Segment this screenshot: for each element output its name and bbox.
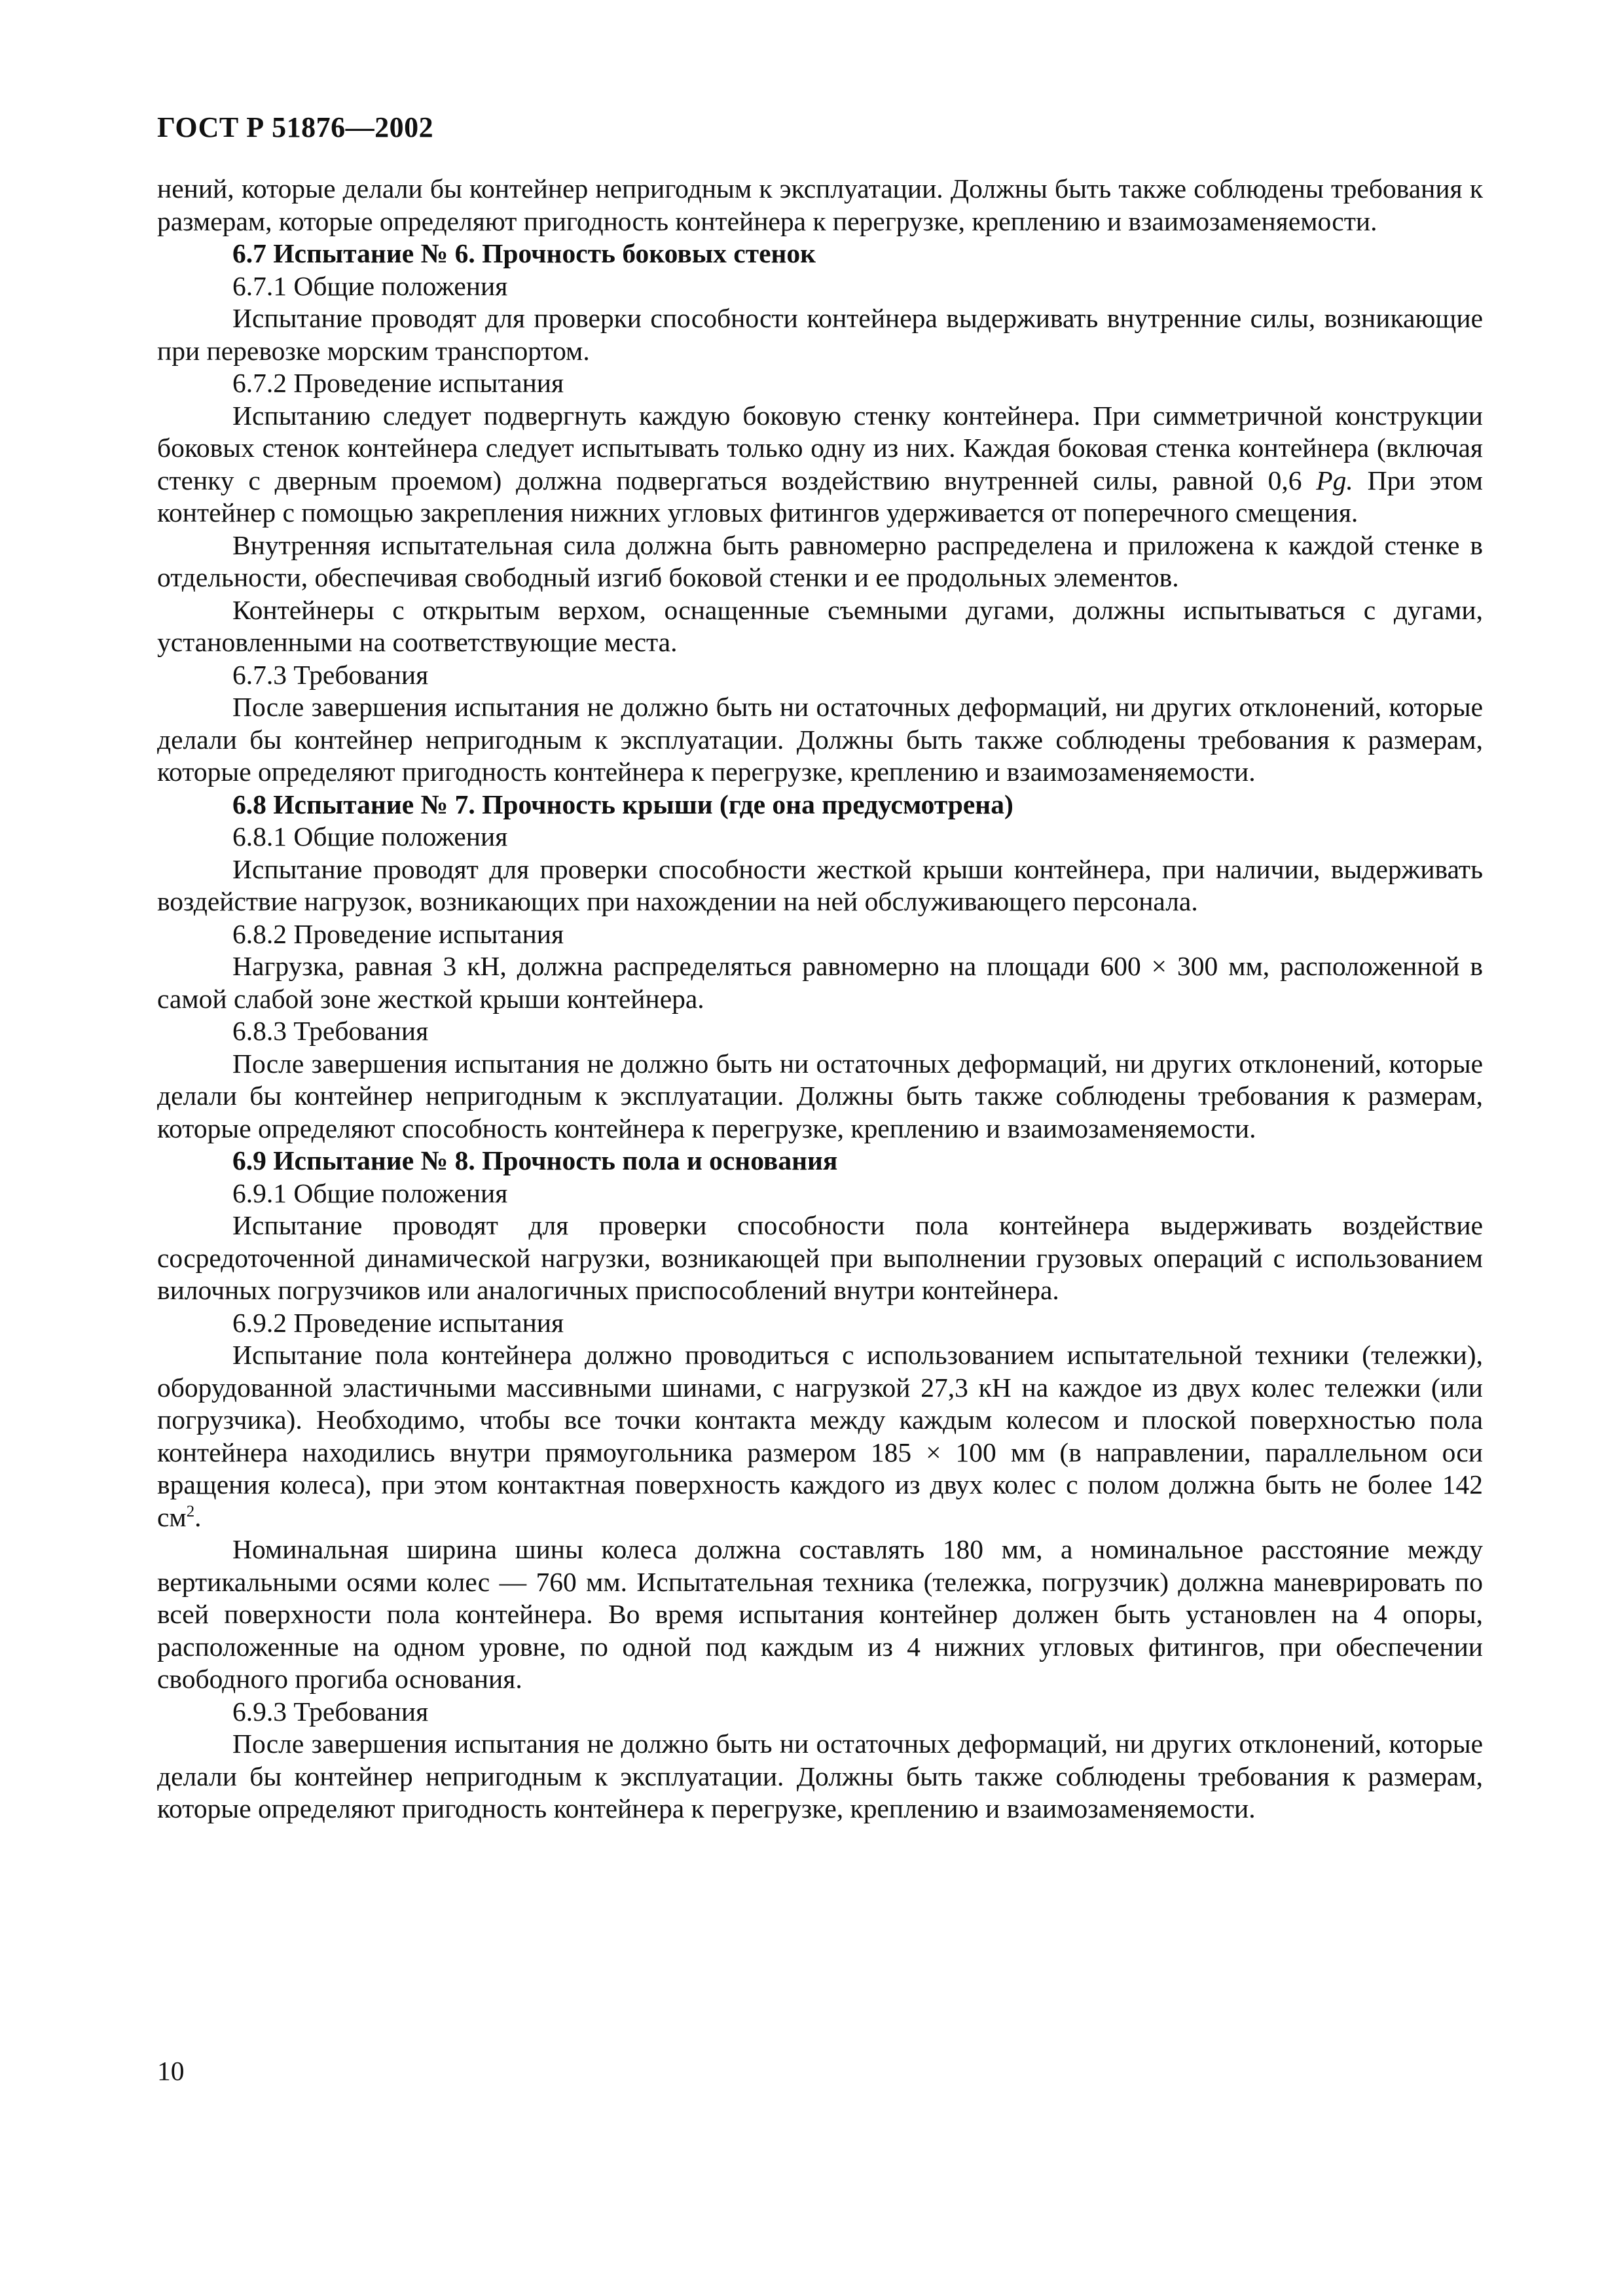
- document-header: ГОСТ Р 51876—2002: [157, 111, 434, 143]
- paragraph: Внутренняя испытательная сила должна быть равномерно распределена и приложена к каждой стенке в отдельности, обеспечивая свободный изгиб боковой стенки и ее продольных элементов.: [157, 529, 1483, 592]
- paragraph: Контейнеры с открытым верхом, оснащенные съемными дугами, должны испытываться с дугами, установленными на соответствующие места.: [157, 594, 1483, 657]
- subsection-6-8-1: 6.8.1 Общие положения: [232, 821, 508, 852]
- paragraph: После завершения испытания не должно быть ни остаточных деформаций, ни других отклонений, которые делали бы контейнер непригодным к эксплуатации. Должны быть также соблюдены требования к размерам, которые определяют пригодность контейнера к перегрузке, креплению и взаимозаменяемости.: [157, 1729, 1483, 1823]
- section-6-8-title: 6.8 Испытание № 7. Прочность крыши (где она предусмотрена): [232, 789, 1013, 819]
- paragraph: Испытание проводят для проверки способности пола контейнера выдерживать воздействие сосредоточенной динамической нагрузки, возникающей при выполнении грузовых операций с использованием вилочных погрузчиков или аналогичных приспособлений внутри контейнера.: [157, 1210, 1483, 1305]
- paragraph: После завершения испытания не должно быть ни остаточных деформаций, ни других отклонений, которые делали бы контейнер непригодным к эксплуатации. Должны быть также соблюдены требования к размерам, которые определяют способность контейнера к перегрузке, креплению и взаимозаменяемости.: [157, 1048, 1483, 1143]
- subsection-6-7-1: 6.7.1 Общие положения: [232, 270, 508, 301]
- subsection-6-8-2: 6.8.2 Проведение испытания: [232, 918, 564, 949]
- paragraph: После завершения испытания не должно быть ни остаточных деформаций, ни других отклонений, которые делали бы контейнер непригодным к эксплуатации. Должны быть также соблюдены требования к размерам, которые определяют пригодность контейнера к перегрузке, креплению и взаимозаменяемости.: [157, 692, 1483, 787]
- paragraph: Испытание проводят для проверки способности жесткой крыши контейнера, при наличии, выдерживать воздействие нагрузок, возникающих при нахождении на ней обслуживающего персонала.: [157, 853, 1483, 916]
- subsection-6-9-2: 6.9.2 Проведение испытания: [232, 1307, 564, 1338]
- paragraph: Нагрузка, равная 3 кН, должна распределяться равномерно на площади 600 × 300 мм, расположенной в самой слабой зоне жесткой крыши контейнера.: [157, 951, 1483, 1014]
- section-6-9-title: 6.9 Испытание № 8. Прочность пола и основания: [232, 1145, 838, 1175]
- paragraph: Испытание проводят для проверки способности контейнера выдерживать внутренние силы, возникающие при перевозке морским транспортом.: [157, 303, 1483, 366]
- document-page: [157, 111, 1483, 1825]
- subsection-6-7-2: 6.7.2 Проведение испытания: [232, 368, 564, 398]
- subsection-6-9-1: 6.9.1 Общие положения: [232, 1177, 508, 1208]
- section-6-7-title: 6.7 Испытание № 6. Прочность боковых стенок: [232, 238, 816, 268]
- subsection-6-7-3: 6.7.3 Требования: [232, 659, 429, 690]
- subsection-6-9-3: 6.9.3 Требования: [232, 1696, 429, 1727]
- paragraph: Испытанию следует подвергнуть каждую боковую стенку контейнера. При симметричной конструкции боковых стенок контейнера следует испытывать только одну из них. Каждая боковая стенка контейнера (включая стенку с дверным проемом) должна подвергаться воздействию внутренней силы, равной 0,6 Pg. При этом контейнер с помощью закрепления нижних угловых фитингов удерживается от поперечного смещения.: [157, 400, 1483, 528]
- subsection-6-8-3: 6.8.3 Требования: [232, 1016, 429, 1046]
- page-number: 10: [157, 2056, 185, 2086]
- continuation-paragraph: нений, которые делали бы контейнер непригодным к эксплуатации. Должны быть также соблюдены требования к размерам, которые определяют пригодность контейнера к перегрузке, креплению и взаимозаменяемости.: [157, 173, 1483, 236]
- paragraph: Испытание пола контейнера должно проводиться с использованием испытательной техники (тележки), оборудованной эластичными массивными шинами, с нагрузкой 27,3 кН на каждое из двух колес тележки (или погрузчика). Необходимо, чтобы все точки контакта между каждым колесом и плоской поверхностью пола контейнера находились внутри прямоугольника размером 185 × 100 мм (в направлении, параллельном оси вращения колеса), при этом контактная поверхность каждого из двух колес с полом должна быть не более 142 $см^2$.: [157, 1340, 1483, 1532]
- paragraph: Номинальная ширина шины колеса должна составлять 180 мм, а номинальное расстояние между вертикальными осями колес — 760 мм. Испытательная техника (тележка, погрузчик) должна маневрировать по всей поверхности пола контейнера. Во время испытания контейнер должен быть установлен на 4 опоры, расположенные на одном уровне, по одной под каждым из 4 нижних угловых фитингов, при обеспечении свободного прогиба основания.: [157, 1534, 1483, 1694]
